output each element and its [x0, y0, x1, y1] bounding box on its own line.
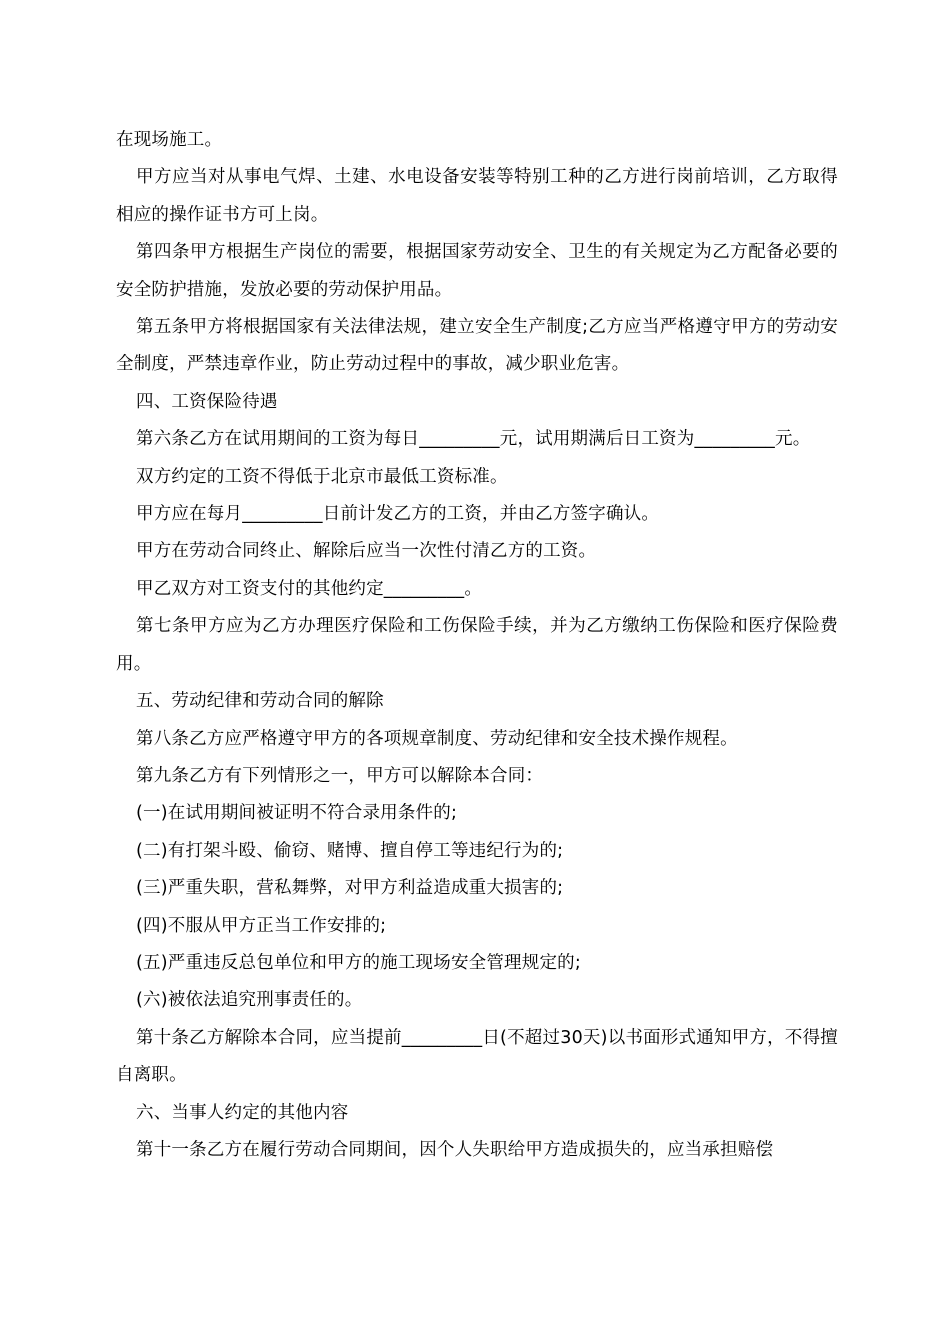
section-heading-4: 四、工资保险待遇	[136, 391, 278, 412]
paragraph-other-pay-terms: 甲乙双方对工资支付的其他约定_________。	[136, 578, 483, 599]
list-item-1: (一)在试用期间被证明不符合录用条件的;	[136, 803, 458, 824]
document-body	[116, 122, 838, 1169]
paragraph-article-9: 第九条乙方有下列情形之一，甲方可以解除本合同：	[136, 765, 544, 786]
paragraph-final-pay: 甲方在劳动合同终止、解除后应当一次性付清乙方的工资。	[136, 541, 597, 562]
list-item-4: (四)不服从甲方正当工作安排的;	[136, 915, 387, 936]
section-heading-6: 六、当事人约定的其他内容	[136, 1102, 349, 1123]
paragraph-article-5: 第五条甲方将根据国家有关法律法规，建立安全生产制度;乙方应当严格遵守甲方的劳动安全制度，严禁违章作业，防止劳动过程中的事故，减少职业危害。	[116, 317, 838, 375]
paragraph-article-4: 第四条甲方根据生产岗位的需要，根据国家劳动安全、卫生的有关规定为乙方配备必要的安全防护措施，发放必要的劳动保护用品。	[116, 242, 838, 300]
paragraph-article-7: 第七条甲方应为乙方办理医疗保险和工伤保险手续，并为乙方缴纳工伤保险和医疗保险费用。	[116, 616, 838, 674]
list-item-2: (二)有打架斗殴、偷窃、赌博、擅自停工等违纪行为的;	[136, 840, 564, 861]
list-item-6: (六)被依法追究刑事责任的。	[136, 990, 363, 1011]
paragraph-article-10: 第十条乙方解除本合同，应当提前_________日(不超过30天)以书面形式通知甲方，不得擅自离职。	[116, 1027, 838, 1086]
list-item-3: (三)严重失职，营私舞弊，对甲方利益造成重大损害的;	[136, 878, 564, 899]
paragraph-article-11: 第十一条乙方在履行劳动合同期间，因个人失职给甲方造成损失的，应当承担赔偿	[136, 1139, 774, 1160]
paragraph-article-6: 第六条乙方在试用期间的工资为每日_________元，试用期满后日工资为_________元。	[136, 429, 811, 450]
section-heading-5: 五、劳动纪律和劳动合同的解除	[136, 691, 384, 712]
paragraph-article-8: 第八条乙方应严格遵守甲方的各项规章制度、劳动纪律和安全技术操作规程。	[136, 728, 738, 749]
paragraph-2: 甲方应当对从事电气焊、土建、水电设备安装等特别工种的乙方进行岗前培训，乙方取得相应的操作证书方可上岗。	[116, 167, 838, 225]
paragraph-1: 在现场施工。	[116, 130, 223, 150]
list-item-5: (五)严重违反总包单位和甲方的施工现场安全管理规定的;	[136, 952, 581, 973]
paragraph-pay-date: 甲方应在每月_________日前计发乙方的工资，并由乙方签字确认。	[136, 504, 660, 525]
paragraph-minimum-wage: 双方约定的工资不得低于北京市最低工资标准。	[136, 466, 508, 487]
